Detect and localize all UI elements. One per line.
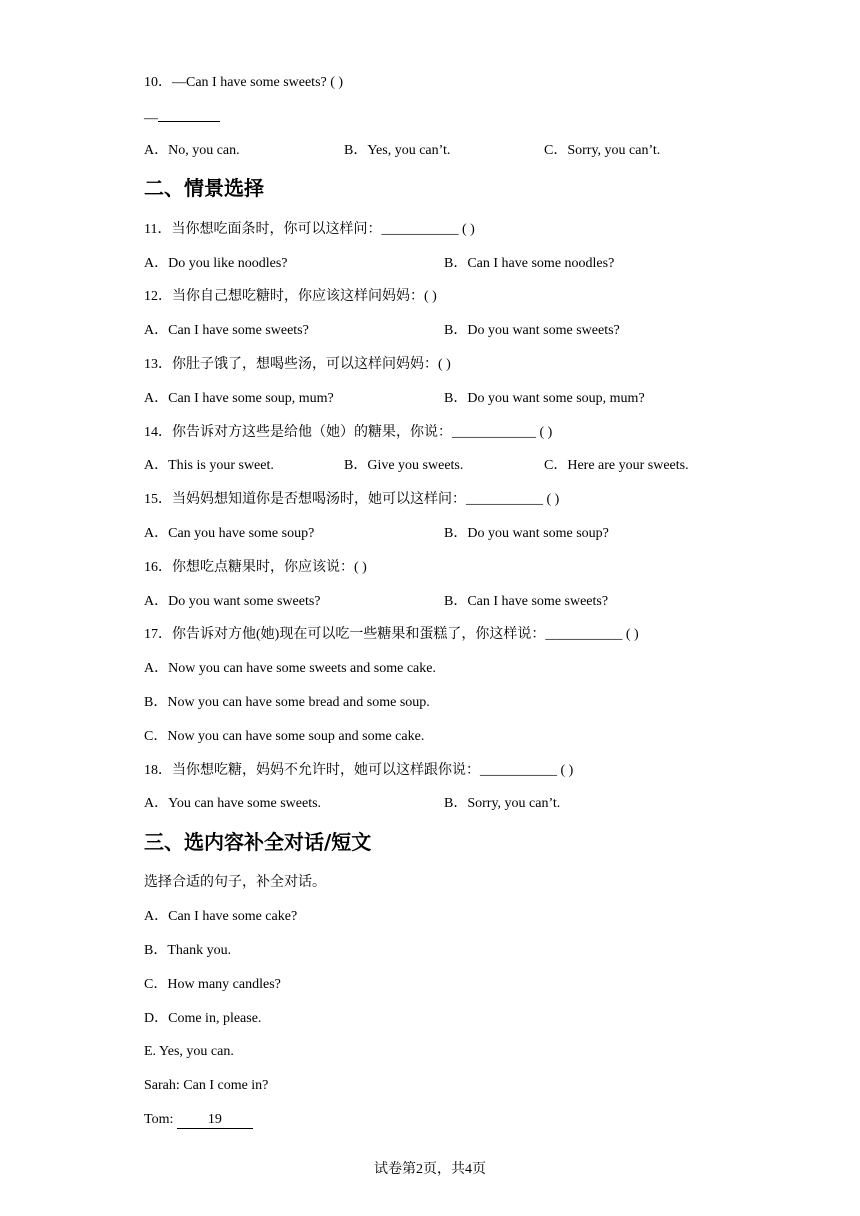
q10-option-c: C．Sorry, you can’t. — [544, 143, 661, 158]
q11-option-a: A．Do you like noodles? — [144, 256, 288, 271]
q17-option-b: B．Now you can have some bread and some soup. — [144, 695, 430, 710]
q10-option-b: B．Yes, you can’t. — [344, 143, 451, 158]
q18-option-b: B．Sorry, you can’t. — [444, 796, 561, 811]
section3-title: 三、选内容补全对话/短文 — [144, 830, 372, 854]
answer-blank-19[interactable]: 19 — [177, 1112, 253, 1129]
page-footer: 试卷第2页，共4页 — [374, 1162, 486, 1177]
q14-option-b: B．Give you sweets. — [344, 458, 464, 473]
section2-title: 二、情景选择 — [144, 176, 264, 200]
choice-b: B．Thank you. — [144, 943, 232, 958]
speaker-sarah: Sarah: — [144, 1078, 180, 1093]
q16-stem: 16．你想吃点糖果时，你应该说：( ) — [144, 560, 367, 575]
q11-stem: 11．当你想吃面条时，你可以这样问：___________ ( ) — [144, 222, 475, 237]
q10-answer-line — [144, 107, 220, 129]
q17-option-c: C．Now you can have some soup and some cake. — [144, 729, 425, 744]
q14-option-c: C．Here are your sweets. — [544, 458, 689, 473]
q14-option-a: A．This is your sweet. — [144, 458, 274, 473]
q18-stem: 18．当你想吃糖，妈妈不允许时，她可以这样跟你说：___________ ( ) — [144, 763, 574, 778]
q18-option-a: A．You can have some sweets. — [144, 796, 322, 811]
q10-blank — [158, 107, 220, 122]
q12-option-a: A．Can I have some sweets? — [144, 323, 309, 338]
choice-d: D．Come in, please. — [144, 1011, 262, 1026]
q12-stem: 12．当你自己想吃糖时，你应该这样问妈妈：( ) — [144, 289, 437, 304]
q16-option-b: B．Can I have some sweets? — [444, 594, 609, 609]
q15-option-a: A．Can you have some soup? — [144, 526, 315, 541]
q10-dash: — — [144, 111, 158, 126]
q13-stem: 13．你肚子饿了，想喝些汤，可以这样问妈妈：( ) — [144, 357, 451, 372]
q17-option-a: A．Now you can have some sweets and some cake. — [144, 661, 436, 676]
choice-c: C．How many candles? — [144, 977, 281, 992]
q16-option-a: A．Do you want some sweets? — [144, 594, 321, 609]
sarah-text: Can I come in? — [183, 1078, 269, 1093]
q13-option-b: B．Do you want some soup, mum? — [444, 391, 645, 406]
q10-stem: 10．—Can I have some sweets? ( ) — [144, 75, 344, 90]
q10-option-a: A．No, you can. — [144, 143, 240, 158]
q17-stem: 17．你告诉对方他(她)现在可以吃一些糖果和蛋糕了，你这样说：___________ ( ) — [144, 627, 639, 642]
dialogue-line-tom — [144, 1110, 253, 1130]
q11-option-b: B．Can I have some noodles? — [444, 256, 615, 271]
section3-instruction: 选择合适的句子，补全对话。 — [144, 875, 326, 890]
q12-option-b: B．Do you want some sweets? — [444, 323, 620, 338]
choice-e: E. Yes, you can. — [144, 1044, 234, 1059]
choice-a: A．Can I have some cake? — [144, 909, 298, 924]
q15-stem: 15．当妈妈想知道你是否想喝汤时，她可以这样问：___________ ( ) — [144, 492, 560, 507]
dialogue-line-sarah — [144, 1076, 268, 1096]
q13-option-a: A．Can I have some soup, mum? — [144, 391, 334, 406]
q14-stem: 14．你告诉对方这些是给他（她）的糖果，你说：____________ ( ) — [144, 425, 553, 440]
q15-option-b: B．Do you want some soup? — [444, 526, 609, 541]
speaker-tom: Tom: — [144, 1112, 174, 1127]
